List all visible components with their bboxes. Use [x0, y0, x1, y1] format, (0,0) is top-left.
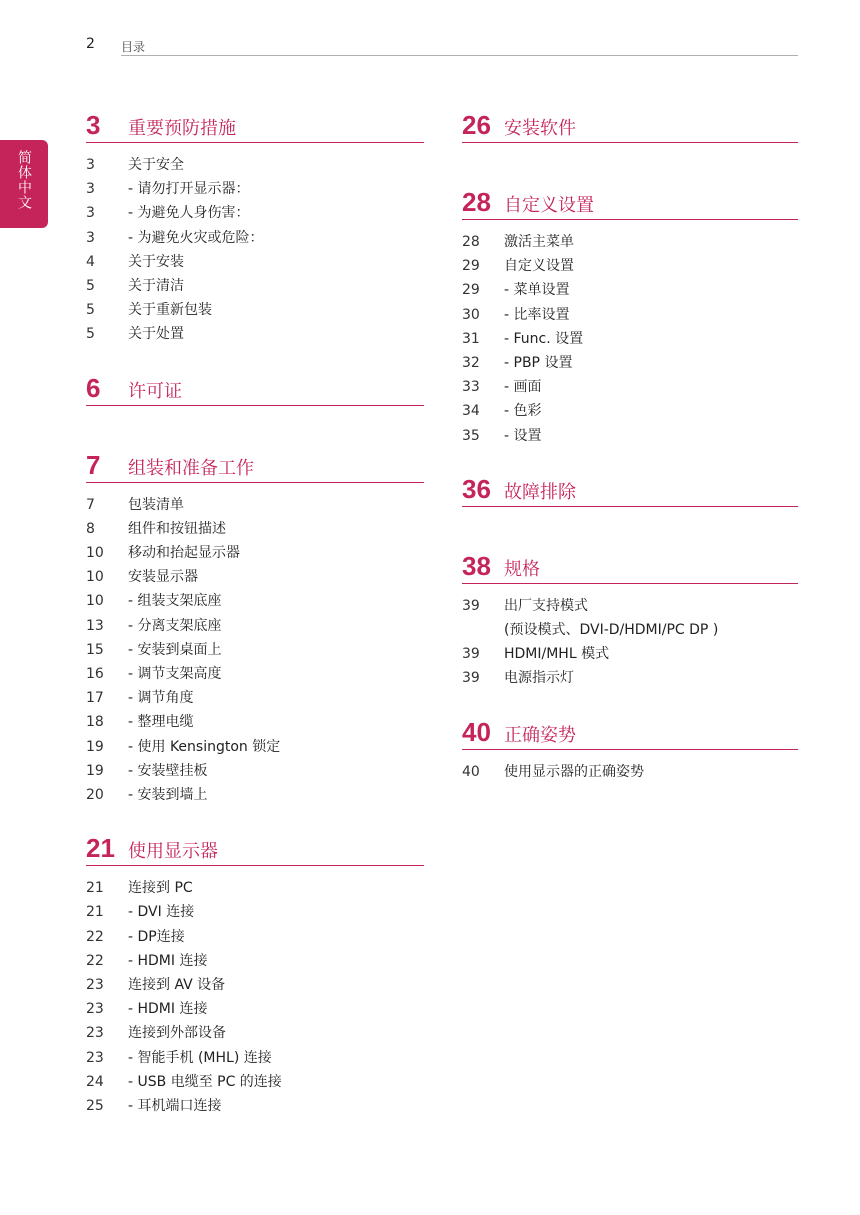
toc-entry[interactable] [86, 710, 424, 734]
entry-page-number: 3 [86, 181, 95, 198]
toc-entry[interactable] [86, 949, 424, 973]
entry-text: - 组装支架底座 [128, 593, 222, 610]
section-page-number: 26 [462, 110, 491, 140]
entry-text: - PBP 设置 [504, 355, 573, 372]
toc-entry[interactable] [462, 424, 798, 448]
toc-entry[interactable] [462, 375, 798, 399]
entry-text: - 请勿打开显示器： [128, 181, 250, 198]
toc-entry[interactable] [462, 327, 798, 351]
section-page-number: 21 [86, 833, 115, 864]
entry-page-number: 25 [86, 1098, 104, 1115]
toc-entry[interactable] [462, 618, 798, 642]
toc-entry[interactable] [86, 517, 424, 541]
toc-section [86, 110, 424, 347]
section-header[interactable] [462, 717, 798, 750]
toc-entry[interactable] [462, 303, 798, 327]
entry-page-number: 10 [86, 545, 104, 562]
toc-section [86, 450, 424, 808]
entry-page-number: 23 [86, 1001, 104, 1018]
toc-entry[interactable] [462, 594, 798, 618]
entry-text: 包装清单 [128, 496, 184, 513]
section-page-number: 6 [86, 372, 101, 403]
section-title: 安装软件 [504, 118, 576, 139]
toc-entry[interactable] [462, 230, 798, 254]
entry-text: - USB 电缆至 PC 的连接 [128, 1073, 282, 1090]
section-page-number: 28 [462, 187, 491, 217]
toc-section [462, 110, 798, 161]
toc-entry[interactable] [86, 973, 424, 997]
entry-text: 关于安全 [128, 157, 184, 173]
section-header[interactable] [462, 474, 798, 507]
entry-page-number: 21 [86, 880, 104, 897]
toc-entry[interactable] [86, 153, 424, 177]
entry-page-number: 13 [86, 617, 104, 634]
entry-page-number: 21 [86, 904, 104, 921]
entry-page-number: 10 [86, 569, 104, 586]
entry-page-number: 18 [86, 714, 104, 731]
entry-page-number: 3 [86, 229, 95, 246]
entry-text: - 整理电缆 [128, 714, 194, 731]
entry-text: 出厂支持模式 [504, 597, 588, 614]
toc-entry[interactable] [86, 298, 424, 322]
section-title: 重要预防措施 [128, 118, 236, 139]
entry-page-number: 34 [462, 403, 480, 420]
section-header[interactable] [86, 110, 424, 143]
entry-text: - 菜单设置 [504, 282, 570, 299]
entry-page-number: 29 [462, 258, 480, 275]
entry-text: 电源指示灯 [504, 670, 574, 687]
entry-text: - 设置 [504, 427, 542, 444]
toc-section [86, 833, 424, 1118]
language-side-tab [0, 140, 48, 228]
toc-entry[interactable] [462, 642, 798, 666]
toc-entry[interactable] [462, 399, 798, 423]
toc-entry[interactable] [86, 614, 424, 638]
toc-entry[interactable] [86, 1046, 424, 1070]
section-page-number: 3 [86, 110, 101, 140]
entry-page-number: 23 [86, 1049, 104, 1066]
section-title: 自定义设置 [504, 195, 594, 216]
entry-text: - 智能手机 (MHL) 连接 [128, 1049, 272, 1066]
entry-text: 连接到外部设备 [128, 1025, 226, 1042]
toc-entry[interactable] [86, 201, 424, 225]
toc-entry[interactable] [86, 997, 424, 1021]
entry-text: - HDMI 连接 [128, 1001, 208, 1018]
page-number: 2 [86, 36, 95, 52]
toc-entry[interactable] [462, 760, 798, 784]
toc-entry[interactable] [86, 686, 424, 710]
section-page-number: 38 [462, 550, 491, 581]
section-header[interactable] [86, 450, 424, 483]
toc-entry[interactable] [86, 565, 424, 589]
toc-entry[interactable] [86, 250, 424, 274]
entry-page-number: 39 [462, 646, 480, 663]
entry-page-number: 29 [462, 282, 480, 299]
entry-page-number: 23 [86, 977, 104, 994]
toc-section [86, 373, 424, 424]
language-label: 简体中文 [16, 150, 32, 210]
entry-text: 连接到 AV 设备 [128, 977, 226, 994]
entry-text: - 为避免火灾或危险： [128, 229, 264, 246]
toc-entry[interactable] [462, 254, 798, 278]
entry-page-number: 39 [462, 597, 480, 614]
section-title: 许可证 [128, 380, 182, 402]
toc-section [462, 717, 798, 784]
entry-text: 激活主菜单 [504, 234, 574, 250]
section-title: 正确姿势 [504, 724, 576, 746]
entry-text: - 调节角度 [128, 690, 194, 707]
toc-entry[interactable] [86, 1070, 424, 1094]
toc-entry[interactable] [86, 900, 424, 924]
entry-page-number: 19 [86, 738, 104, 755]
entry-text: - 调节支架高度 [128, 666, 222, 683]
toc-entry[interactable] [86, 274, 424, 298]
entry-page-number: 3 [86, 157, 95, 173]
section-header[interactable] [462, 551, 798, 584]
entry-page-number: 20 [86, 787, 104, 804]
entry-text: - 安装到桌面上 [128, 641, 222, 658]
entry-page-number: 15 [86, 641, 104, 658]
entry-page-number: 3 [86, 205, 95, 222]
entry-page-number: 24 [86, 1073, 104, 1090]
header-title: 目录 [121, 40, 146, 54]
entry-text: - 为避免人身伤害： [128, 205, 250, 222]
toc-section [462, 474, 798, 525]
entry-page-number: 5 [86, 302, 95, 319]
toc-section [462, 187, 798, 448]
entry-text: HDMI/MHL 模式 [504, 646, 610, 663]
entry-text: 使用显示器的正确姿势 [504, 763, 644, 780]
entry-text: - 使用 Kensington 锁定 [128, 738, 281, 755]
entry-page-number: 22 [86, 928, 104, 945]
toc-entry[interactable] [86, 925, 424, 949]
section-header[interactable] [86, 373, 424, 406]
header-divider [121, 55, 798, 56]
toc-right-column [462, 110, 798, 810]
section-page-number: 40 [462, 716, 491, 747]
entry-text: - DP连接 [128, 928, 185, 945]
entry-page-number: 23 [86, 1025, 104, 1042]
entry-text: 关于清洁 [128, 278, 184, 295]
entry-text: - HDMI 连接 [128, 952, 208, 969]
entry-text: - 耳机端口连接 [128, 1098, 222, 1115]
entry-page-number: 31 [462, 330, 480, 347]
toc-entry[interactable] [462, 351, 798, 375]
entry-text: 连接到 PC [128, 880, 193, 897]
entry-page-number: 5 [86, 326, 95, 343]
entry-page-number: 22 [86, 952, 104, 969]
toc-entry[interactable] [86, 876, 424, 900]
toc-entry[interactable] [86, 541, 424, 565]
entry-text: - 分离支架底座 [128, 617, 222, 634]
entry-text: - 色彩 [504, 403, 542, 420]
entry-text: - 画面 [504, 379, 542, 396]
entry-text: 自定义设置 [504, 258, 574, 275]
section-title: 规格 [504, 558, 540, 580]
entry-text: 关于安装 [128, 253, 184, 270]
entry-page-number: 32 [462, 355, 480, 372]
entry-text: 关于处置 [128, 326, 184, 343]
entry-page-number: 16 [86, 666, 104, 683]
toc-section [462, 551, 798, 691]
entry-page-number: 19 [86, 762, 104, 779]
section-header[interactable] [462, 187, 798, 220]
entry-text: 安装显示器 [128, 569, 198, 586]
section-header[interactable] [462, 110, 798, 143]
entry-text: - DVI 连接 [128, 904, 195, 921]
toc-entry[interactable] [86, 662, 424, 686]
section-title: 故障排除 [504, 481, 576, 503]
entry-text: - 安装到墙上 [128, 787, 208, 804]
entry-page-number: 10 [86, 593, 104, 610]
section-page-number: 7 [86, 449, 101, 480]
entry-page-number: 35 [462, 427, 480, 444]
entry-page-number: 7 [86, 496, 95, 513]
entry-page-number: 40 [462, 763, 480, 780]
entry-text: (预设模式、DVI-D/HDMI/PC DP ) [504, 622, 719, 639]
entry-text: 关于重新包装 [128, 302, 212, 319]
toc-entry[interactable] [86, 177, 424, 201]
section-title: 组装和准备工作 [128, 457, 254, 479]
section-header[interactable] [86, 833, 424, 866]
entry-text: - 安装壁挂板 [128, 762, 208, 779]
entry-page-number: 8 [86, 520, 95, 537]
entry-text: 移动和抬起显示器 [128, 545, 240, 562]
toc-entry[interactable] [86, 226, 424, 250]
entry-page-number: 28 [462, 234, 480, 250]
section-title: 使用显示器 [128, 841, 218, 863]
toc-entry[interactable] [86, 1094, 424, 1118]
entry-page-number: 4 [86, 253, 95, 270]
toc-left-column [86, 110, 424, 1144]
entry-text: - 比率设置 [504, 306, 570, 323]
toc-entry[interactable] [86, 638, 424, 662]
toc-entry[interactable] [86, 735, 424, 759]
toc-entry[interactable] [86, 783, 424, 807]
section-page-number: 36 [462, 473, 491, 504]
toc-entry[interactable] [462, 666, 798, 690]
entry-page-number: 30 [462, 306, 480, 323]
entry-page-number: 39 [462, 670, 480, 687]
toc-entry[interactable] [86, 759, 424, 783]
toc-entry[interactable] [462, 278, 798, 302]
entry-page-number: 33 [462, 379, 480, 396]
entry-text: 组件和按钮描述 [128, 520, 226, 537]
entry-text: - Func. 设置 [504, 330, 584, 347]
toc-entry[interactable] [86, 1021, 424, 1045]
toc-entry[interactable] [86, 322, 424, 346]
toc-entry[interactable] [86, 493, 424, 517]
entry-page-number: 17 [86, 690, 104, 707]
entry-page-number: 5 [86, 278, 95, 295]
toc-entry[interactable] [86, 589, 424, 613]
